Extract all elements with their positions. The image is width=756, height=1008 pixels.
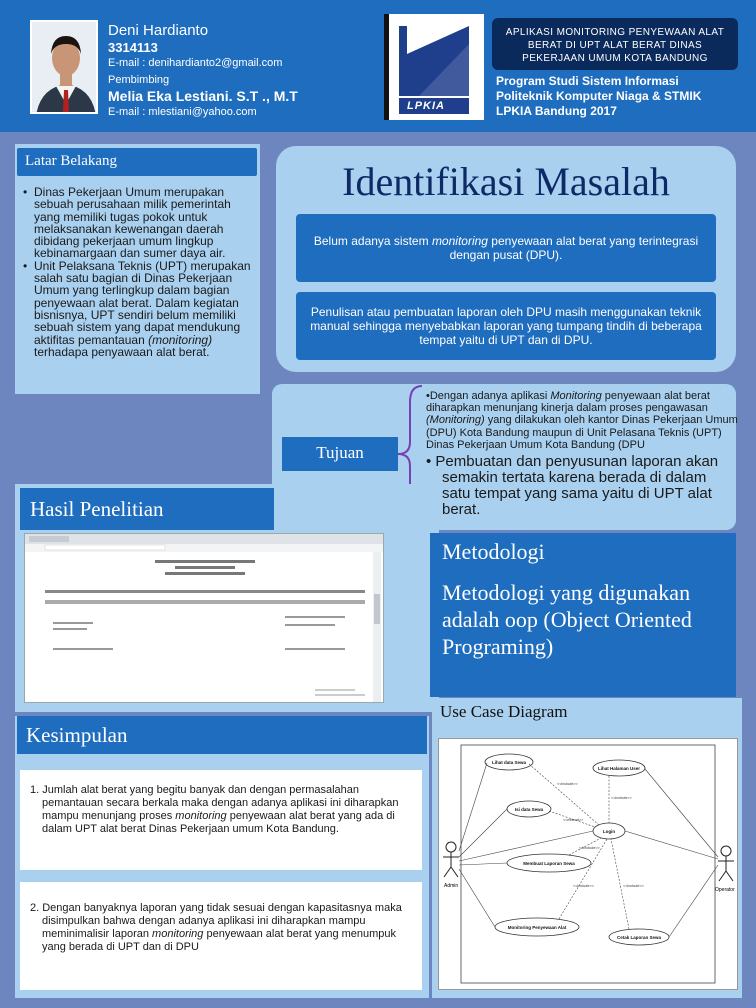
report-screenshot-image [25, 534, 384, 703]
actor-operator-label: Operator [715, 887, 735, 893]
kesimpulan-2-emphasis: monitoring [152, 928, 204, 940]
program-line-1: Program Studi Sistem Informasi [496, 74, 679, 88]
kesimpulan-2-post: penyewaan alat berat yang menumpuk yang berada di UPT dan di DPU [42, 928, 397, 953]
kesimpulan-item-1 [20, 770, 422, 870]
latar-belakang-body [22, 186, 254, 358]
uc-laporan-label: Membuat Laporan Sewa [523, 861, 575, 866]
kesimpulan-item-1-text [30, 784, 412, 836]
stereo-1: <<include>> [557, 782, 578, 786]
bullet-2-text-end: terhadapa penyawaan alat berat. [34, 344, 210, 359]
program-line-2: Politeknik Komputer Niaga & STMIK [496, 89, 702, 103]
tujuan-point-1-text: •Dengan adanya aplikasi [426, 390, 551, 402]
logo-text: LPKIA [407, 100, 445, 112]
tujuan-point-2: • Pembuatan dan penyusunan laporan akan semakin tertata karena berada di dalam satu tempat yang sama yaitu di UPT alat berat. [426, 453, 719, 518]
use-case-diagram-graphic [439, 739, 739, 991]
lpkia-logo [384, 14, 484, 120]
tujuan-point-1-emphasis: Monitoring [550, 390, 602, 402]
actor-operator-figure [718, 846, 734, 881]
uc-lihat-data-label: Lihat data Sewa [491, 760, 527, 765]
stereo-6: <<include>> [623, 884, 644, 888]
kesimpulan-item-2-text [30, 902, 412, 954]
problem-1-emphasis: monitoring [431, 234, 488, 248]
tujuan-point-1-end: yang dilakukan oleh kantor Dinas Pekerjaan Umum (DPU) Kota Bandung maupun di Unit Pelasana Teknis (UPT) Dinas Pekerjaan Umum Kota Bandung (DPU [426, 414, 738, 451]
latar-belakang-bullet-1: • Dinas Pekerjaan Umum merupakan sebuah perusahaan milik pemerintah yang memiliki tugas pokok untuk melaksanakan kewenangan daerah dibidang pekerjaan umum lingkup kebinamargaan dan sumer daya air. [22, 186, 254, 260]
metodologi-heading: Metodologi [442, 539, 545, 564]
student-photo [30, 20, 98, 114]
kesimpulan-1-post: penyewaan alat berat yang ada di dalam UPT alat berat Dinas Pekerjaan umum Kota Bandung. [42, 810, 395, 835]
uc-cetak-label: Cetak Laporan Sewa [616, 935, 662, 940]
uc-login-label: Login [602, 829, 616, 834]
latar-belakang-heading: Latar Belakang [17, 148, 257, 176]
problem-1-text-end: penyewaan alat berat yang terintegrasi dengan pusat (DPU). [449, 234, 699, 262]
student-email: E-mail : denihardianto2@gmail.com [108, 57, 283, 69]
kesimpulan-2-pre: 2. Dengan banyaknya laporan yang tidak sesuai dengan kapasitasnya maka disimpulkan bahwa dengan adanya aplikasi ini diharapkan mampu meminimalisir laporan [30, 902, 402, 940]
student-id: 3314113 [108, 40, 158, 55]
uc-monitoring-label: Monitoring Penyewaan Alat [507, 925, 567, 930]
latar-belakang-bullet-2 [22, 260, 254, 358]
use-case-heading: Use Case Diagram [440, 702, 568, 721]
tujuan-heading: Tujuan [282, 437, 398, 471]
hasil-heading: Hasil Penelitian [20, 488, 274, 530]
program-info [496, 74, 746, 119]
bullet-2-text: Unit Pelaksana Teknis (UPT) merupakan salah satu bagian di Dinas Pekerjaan Umum yang terlingkup dalam bagian penyewaan alat berat. Dalam kegiatan bisnisnya, UPT sendiri belum memiliki sebuah sistem yang dapat mendukung aktifitas pemantauan [34, 258, 251, 347]
supervisor-label: Pembimbing [108, 74, 170, 86]
kesimpulan-item-2 [20, 882, 422, 990]
app-title: APLIKASI MONITORING PENYEWAAN ALAT BERAT DI UPT ALAT BERAT DINAS PEKERJAAN UMUM KOTA BANDUNG [492, 18, 738, 70]
use-case-diagram [438, 738, 738, 990]
stereo-2: <<include>> [611, 796, 632, 800]
tujuan-point-1-mid: penyewaan alat berat diharapkan menunjang kinerja dalam proses pengawasan [426, 390, 710, 415]
stereo-4: <<include>> [579, 846, 600, 850]
identifikasi-title: Identifikasi Masalah [342, 159, 670, 204]
problem-2: Penulisan atau pembuatan laporan oleh DPU masih menggunakan teknik manual sehingga menyebabkan laporan yang tumpang tindih di beberapa tempat yaitu di UPT dan di DPU. [296, 292, 716, 360]
metodologi-section [430, 533, 736, 697]
actor-admin-label: Admin [444, 883, 459, 889]
student-portrait-image [32, 22, 98, 114]
problem-1 [296, 214, 716, 282]
bullet-2-emphasis: (monitoring) [148, 332, 213, 347]
problem-1-text: Belum adanya sistem [313, 234, 432, 248]
supervisor-email: E-mail : mlestiani@yahoo.com [108, 106, 257, 118]
uc-isi-data-label: Isi data Sewa [514, 807, 544, 812]
tujuan-point-1-emphasis-2: (Monitoring) [426, 414, 485, 427]
supervisor-name: Melia Eka Lestiani. S.T ., M.T [108, 88, 298, 104]
kesimpulan-heading: Kesimpulan [17, 716, 427, 754]
kesimpulan-1-emphasis: monitoring [175, 810, 227, 822]
actor-admin-figure [443, 842, 459, 877]
program-line-3: LPKIA Bandung 2017 [496, 104, 617, 118]
kesimpulan-1-pre: 1. Jumlah alat berat yang begitu banyak dan dengan permasalahan pemantauan secara berkala maka dengan adanya aplikasi ini diharapkan mampu menunjang proses [30, 784, 399, 822]
tujuan-point-1 [426, 390, 738, 451]
student-name: Deni Hardianto [108, 22, 209, 39]
uc-lihat-halaman-label: Lihat Halaman User [597, 766, 641, 771]
report-screenshot [24, 533, 384, 703]
stereo-3: <<extend>> [563, 818, 584, 822]
use-case-relations [459, 763, 718, 937]
stereo-5: <<include>> [573, 884, 594, 888]
metodologi-text: Metodologi yang digunakan adalah oop (Object Oriented Programing) [442, 580, 692, 659]
